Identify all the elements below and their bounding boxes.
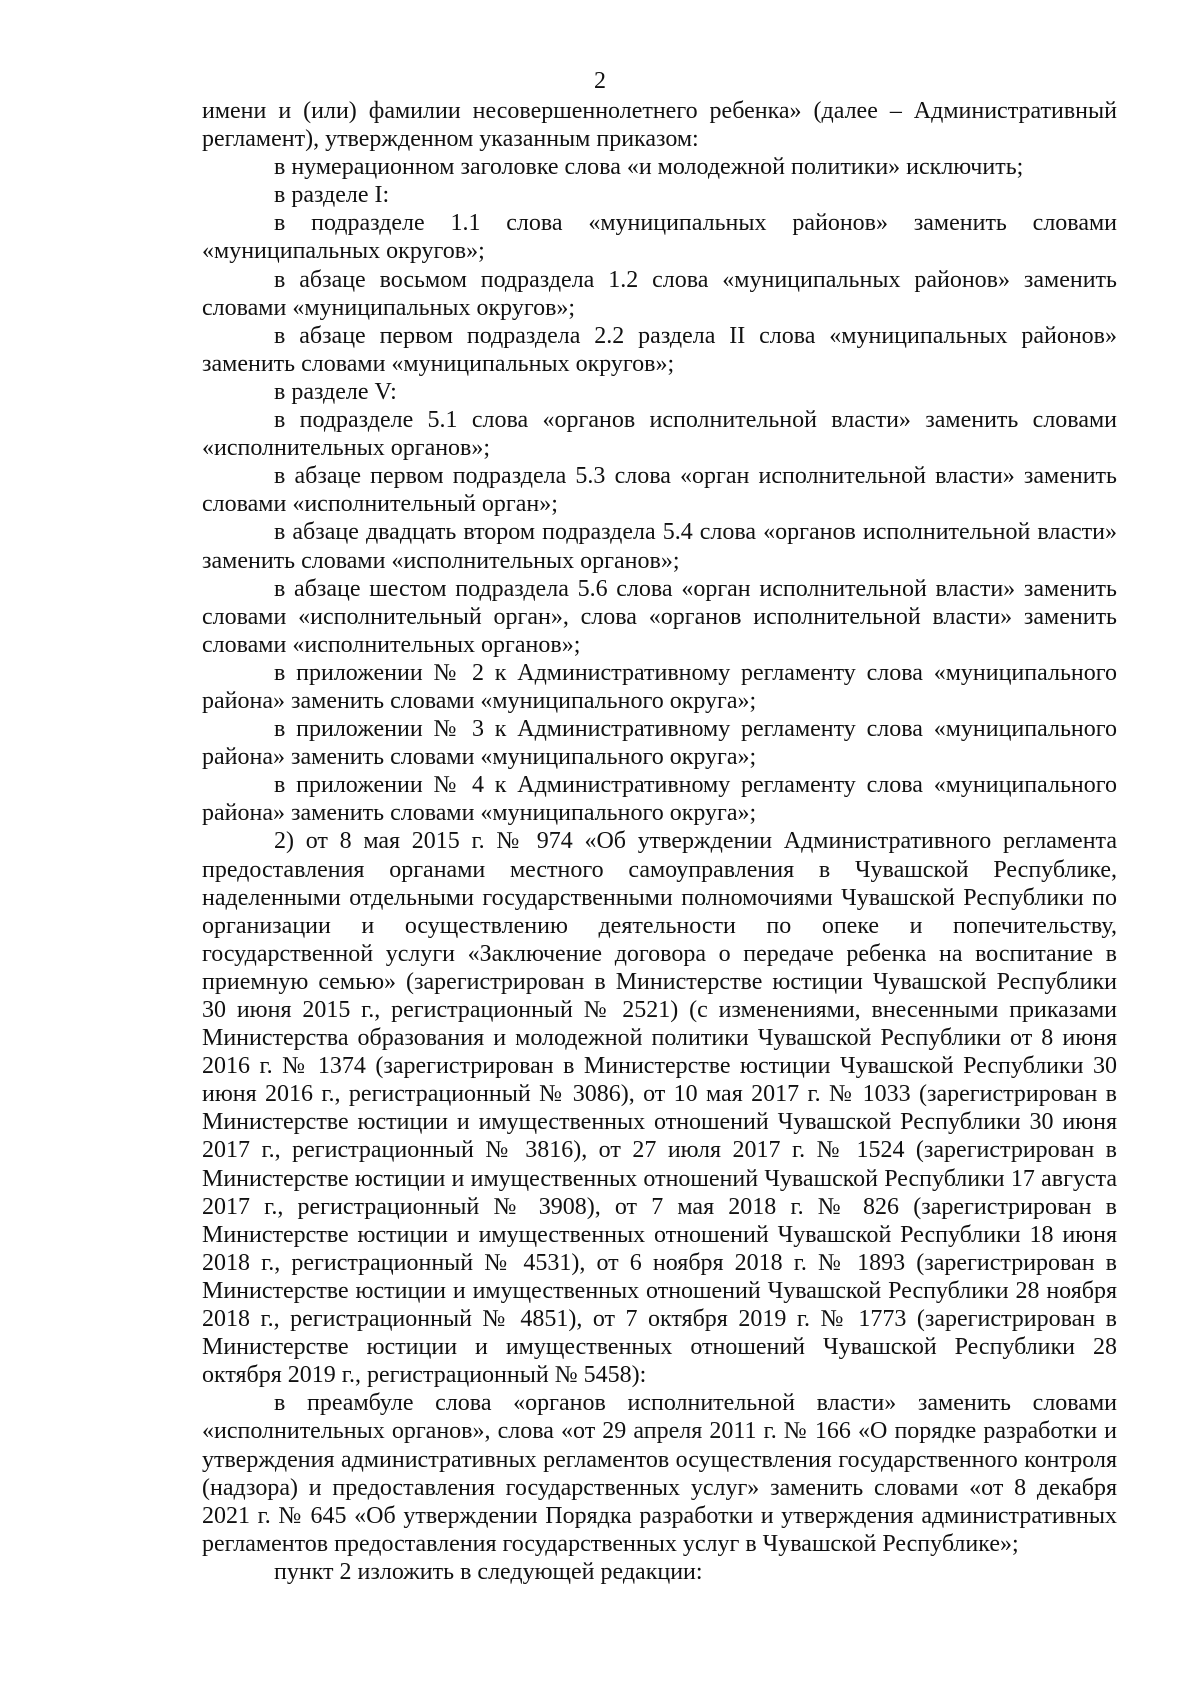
paragraph-12: в приложении № 2 к Административному регламенту слова «муниципального района» заменить словами «муниципального округа»;	[202, 659, 1117, 714]
paragraph-16: в преамбуле слова «органов исполнительной власти» заменить словами «исполнительных органов», слова «от 29 апреля 2011 г. № 166 «О порядке разработки и утверждения административных регламентов осуществления государственного контроля (надзора) и предоставления государственных услуг» заменить словами «от 8 декабря 2021 г. № 645 «Об утверждении Порядка разработки и утверждения административных регламентов предоставления государственных услуг в Чувашской Республике»;	[202, 1390, 1117, 1557]
paragraph-4: в подразделе 1.1 слова «муниципальных районов» заменить словами «муниципальных округов»;	[202, 210, 1117, 265]
paragraph-17: пункт 2 изложить в следующей редакции:	[274, 1558, 703, 1585]
page-number: 2	[594, 68, 606, 94]
paragraph-6: в абзаце первом подраздела 2.2 раздела II слова «муниципальных районов» заменить словами «муниципальных округов»;	[202, 322, 1117, 377]
paragraph-8: в подразделе 5.1 слова «органов исполнительной власти» заменить словами «исполнительных органов»;	[202, 407, 1117, 462]
paragraph-7: в разделе V:	[274, 378, 397, 405]
paragraph-2: в нумерационном заголовке слова «и молодежной политики» исключить;	[274, 154, 1024, 181]
paragraph-1: имени и (или) фамилии несовершеннолетнего ребенка» (далее – Административный регламент), утвержденном указанным приказом:	[202, 98, 1117, 153]
paragraph-14: в приложении № 4 к Административному регламенту слова «муниципального района» заменить словами «муниципального округа»;	[202, 772, 1117, 827]
document-body	[202, 97, 1117, 1586]
paragraph-10: в абзаце двадцать втором подраздела 5.4 слова «органов исполнительной власти» заменить словами «исполнительных органов»;	[202, 519, 1117, 574]
paragraph-15: 2) от 8 мая 2015 г. № 974 «Об утверждении Административного регламента предоставления органами местного самоуправления в Чувашской Республике, наделенными отдельными государственными полномочиями Чувашской Республики по организации и осуществлению деятельности по опеке и попечительству, государственной услуги «Заключение договора о передаче ребенка на воспитание в приемную семью» (зарегистрирован в Министерстве юстиции Чувашской Республики 30 июня 2015 г., регистрационный № 2521) (с изменениями, внесенными приказами Министерства образования и молодежной политики Чувашской Республики от 8 июня 2016 г. № 1374 (зарегистрирован в Министерстве юстиции Чувашской Республики 30 июня 2016 г., регистрационный № 3086), от 10 мая 2017 г. № 1033 (зарегистрирован в Министерстве юстиции и имущественных отношений Чувашской Республики 30 июня 2017 г., регистрационный № 3816), от 27 июля 2017 г. № 1524 (зарегистрирован в Министерстве юстиции и имущественных отношений Чувашской Республики 17 августа 2017 г., регистрационный № 3908), от 7 мая 2018 г. № 826 (зарегистрирован в Министерстве юстиции и имущественных отношений Чувашской Республики 18 июня 2018 г., регистрационный № 4531), от 6 ноября 2018 г. № 1893 (зарегистрирован в Министерстве юстиции и имущественных отношений Чувашской Республики 28 ноября 2018 г., регистрационный № 4851), от 7 октября 2019 г. № 1773 (зарегистрирован в Министерстве юстиции и имущественных отношений Чувашской Республики 28 октября 2019 г., регистрационный № 5458):	[202, 828, 1117, 1389]
paragraph-3: в разделе I:	[274, 182, 390, 209]
paragraph-5: в абзаце восьмом подраздела 1.2 слова «муниципальных районов» заменить словами «муниципальных округов»;	[202, 266, 1117, 321]
paragraph-13: в приложении № 3 к Административному регламенту слова «муниципального района» заменить словами «муниципального округа»;	[202, 716, 1117, 771]
paragraph-11: в абзаце шестом подраздела 5.6 слова «орган исполнительной власти» заменить словами «исполнительный орган», слова «органов исполнительной власти» заменить словами «исполнительных органов»;	[202, 575, 1117, 658]
paragraph-9: в абзаце первом подраздела 5.3 слова «орган исполнительной власти» заменить словами «исполнительный орган»;	[202, 463, 1117, 518]
